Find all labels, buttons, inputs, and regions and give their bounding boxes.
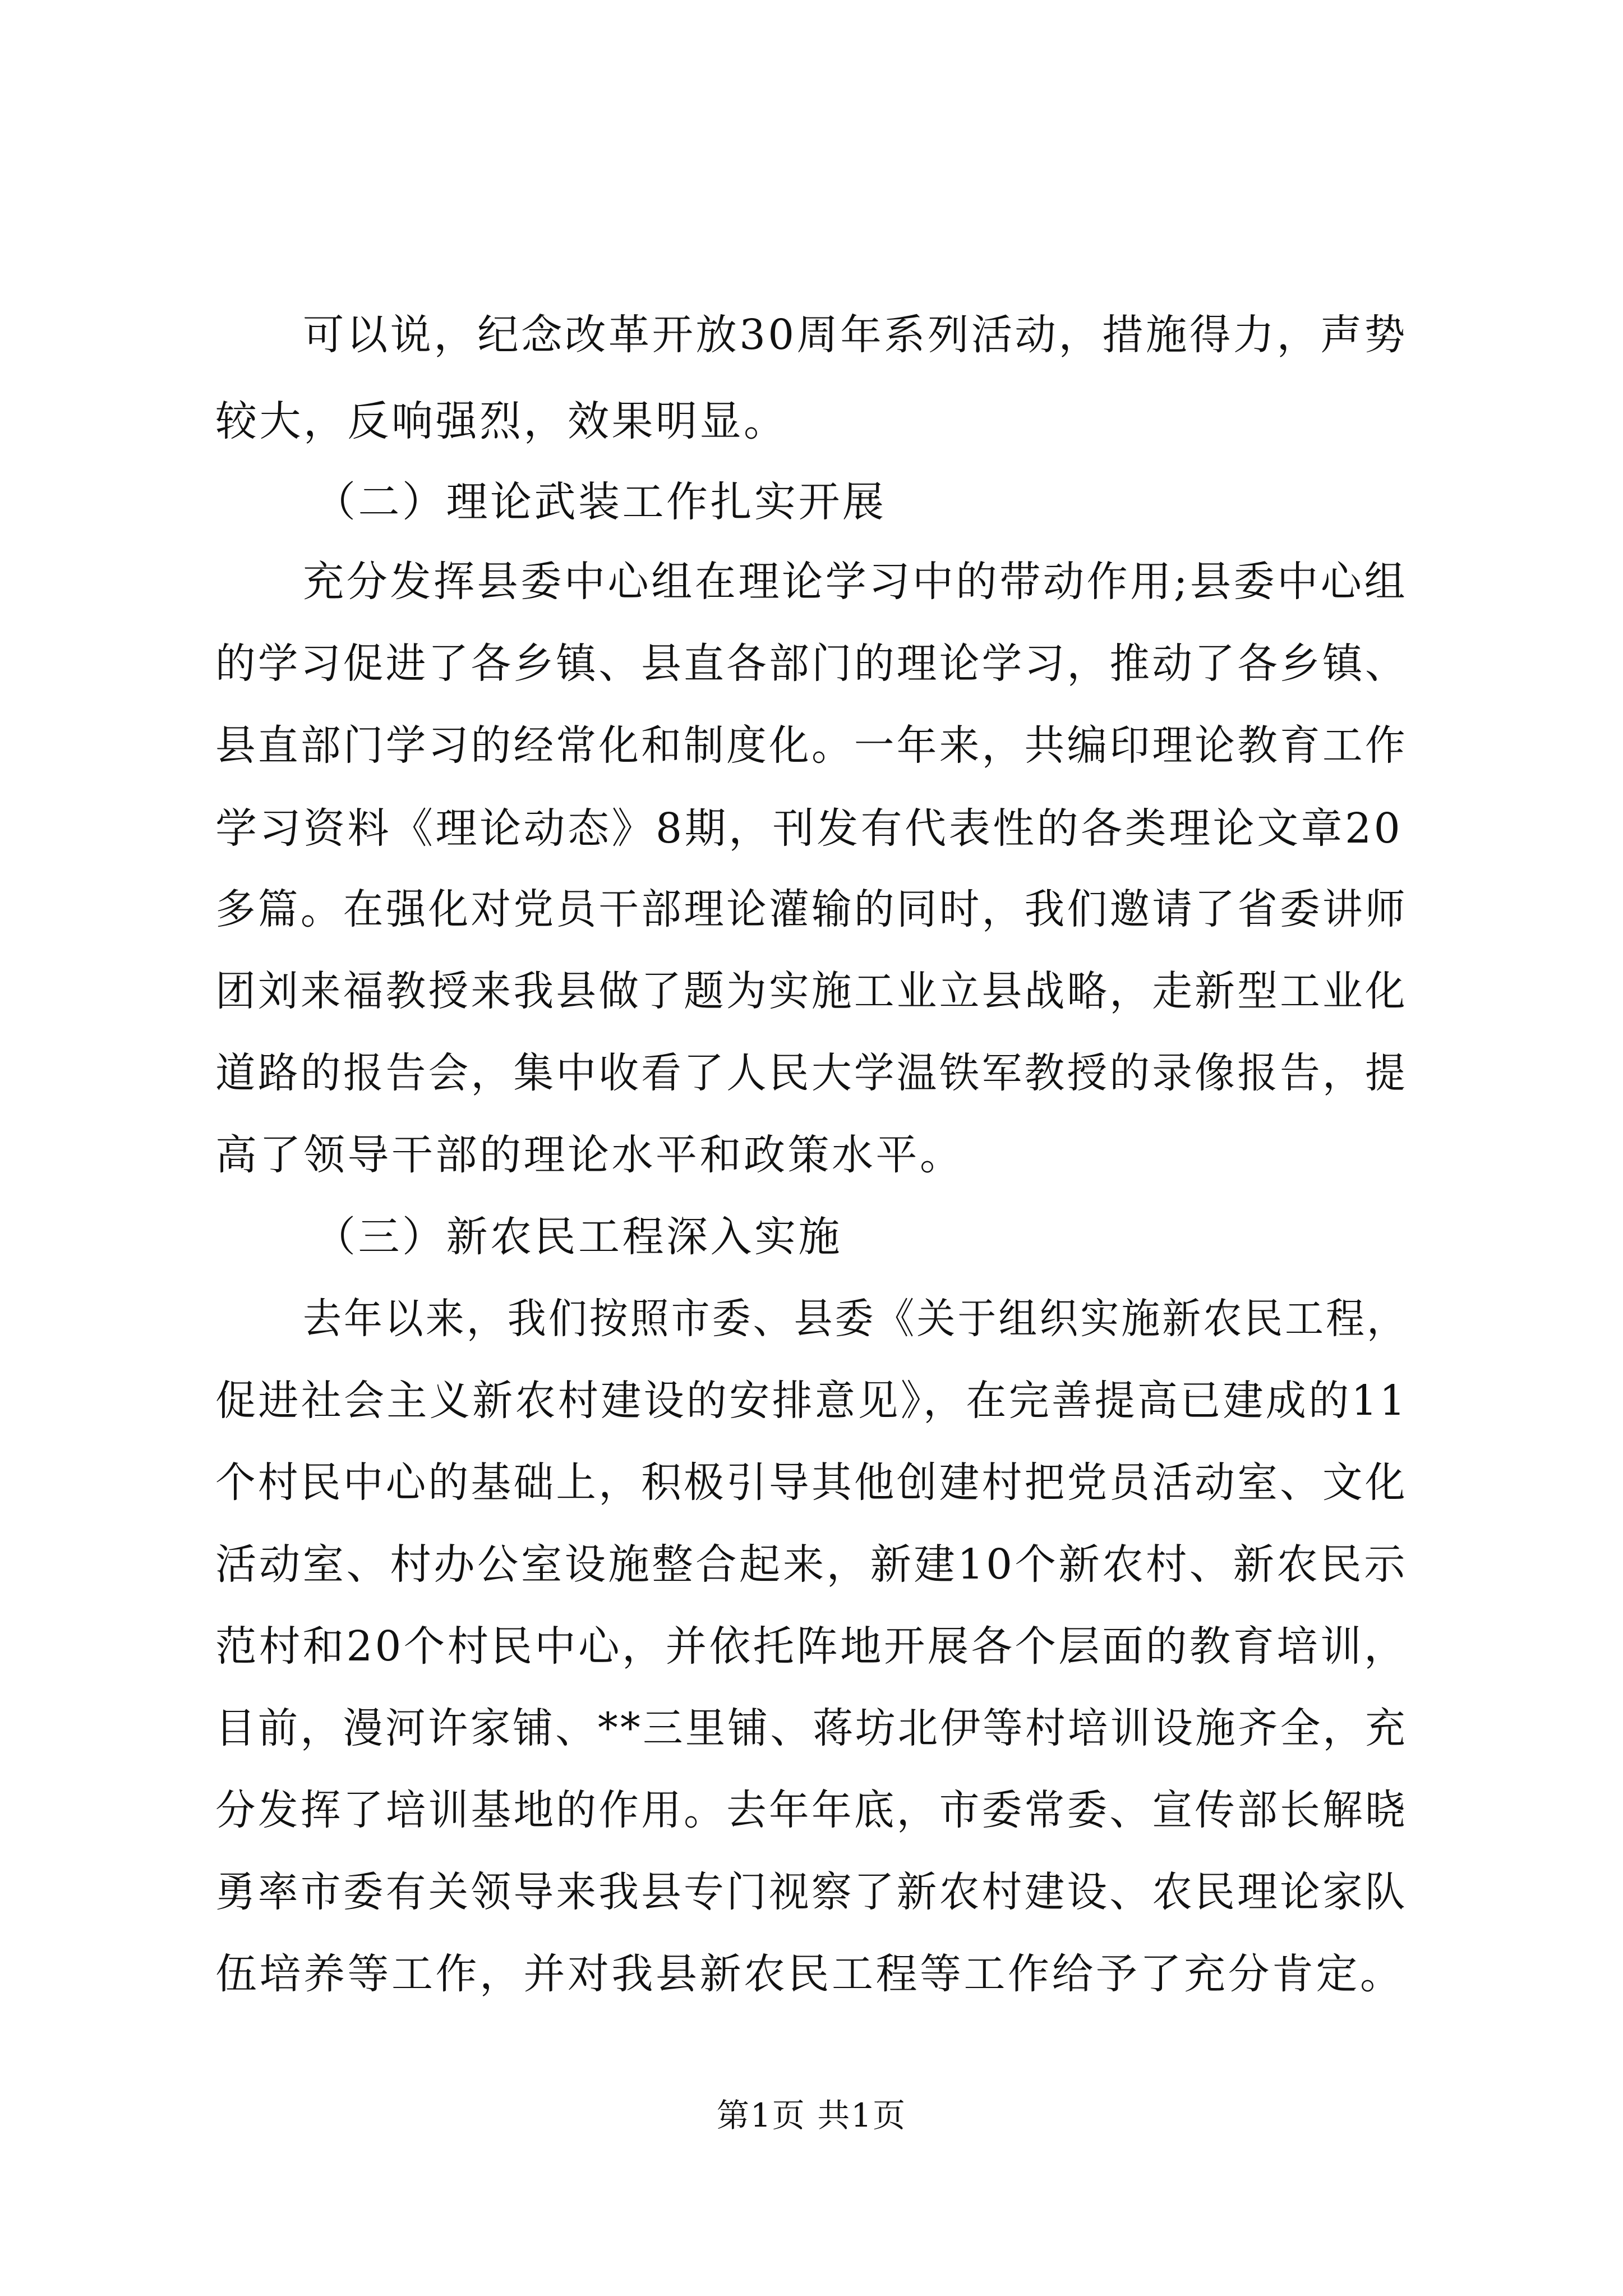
paragraph-1-line-1: 可以说，纪念改革开放30周年系列活动，措施得力，声势: [303, 311, 1408, 359]
section-heading-2: （二）理论武装工作扎实开展: [314, 478, 887, 526]
paragraph-1-line-2: 较大，反响强烈，效果明显。: [215, 397, 788, 445]
paragraph-3-line-5: 范村和20个村民中心，并依托阵地开展各个层面的教育培训，: [215, 1622, 1408, 1671]
paragraph-3-line-7: 分发挥了培训基地的作用。去年年底，市委常委、宣传部长解晓: [215, 1786, 1408, 1834]
paragraph-2-line-3: 县直部门学习的经常化和制度化。一年来，共编印理论教育工作: [215, 721, 1408, 770]
paragraph-2-line-2: 的学习促进了各乡镇、县直各部门的理论学习，推动了各乡镇、: [215, 639, 1408, 688]
section-heading-3: （三）新农民工程深入实施: [314, 1213, 842, 1261]
paragraph-2-line-5: 多篇。在强化对党员干部理论灌输的同时，我们邀请了省委讲师: [215, 885, 1408, 933]
paragraph-3-line-8: 勇率市委有关领导来我县专门视察了新农村建设、农民理论家队: [215, 1868, 1408, 1916]
paragraph-3-line-4: 活动室、村办公室设施整合起来，新建10个新农村、新农民示: [215, 1540, 1408, 1589]
paragraph-3-line-2: 促进社会主义新农村建设的安排意见》，在完善提高已建成的11: [215, 1377, 1408, 1425]
paragraph-2-line-4: 学习资料《理论动态》8期，刊发有代表性的各类理论文章20: [215, 804, 1403, 853]
paragraph-2-line-1: 充分发挥县委中心组在理论学习中的带动作用;县委中心组: [303, 558, 1408, 606]
paragraph-2-line-7: 道路的报告会，集中收看了人民大学温铁军教授的录像报告，提: [215, 1049, 1408, 1097]
paragraph-3-line-1: 去年以来，我们按照市委、县委《关于组织实施新农民工程，: [303, 1295, 1408, 1343]
page-number-footer: 第1页 共1页: [716, 2096, 907, 2134]
paragraph-3-line-6: 目前，漫河许家铺、**三里铺、蒋坊北伊等村培训设施齐全，充: [215, 1704, 1408, 1752]
paragraph-2-line-6: 团刘来福教授来我县做了题为实施工业立县战略，走新型工业化: [215, 967, 1408, 1015]
paragraph-3-line-9: 伍培养等工作，并对我县新农民工程等工作给予了充分肯定。: [215, 1950, 1404, 1998]
paragraph-2-line-8: 高了领导干部的理论水平和政策水平。: [215, 1131, 964, 1179]
paragraph-3-line-3: 个村民中心的基础上，积极引导其他创建村把党员活动室、文化: [215, 1458, 1408, 1507]
